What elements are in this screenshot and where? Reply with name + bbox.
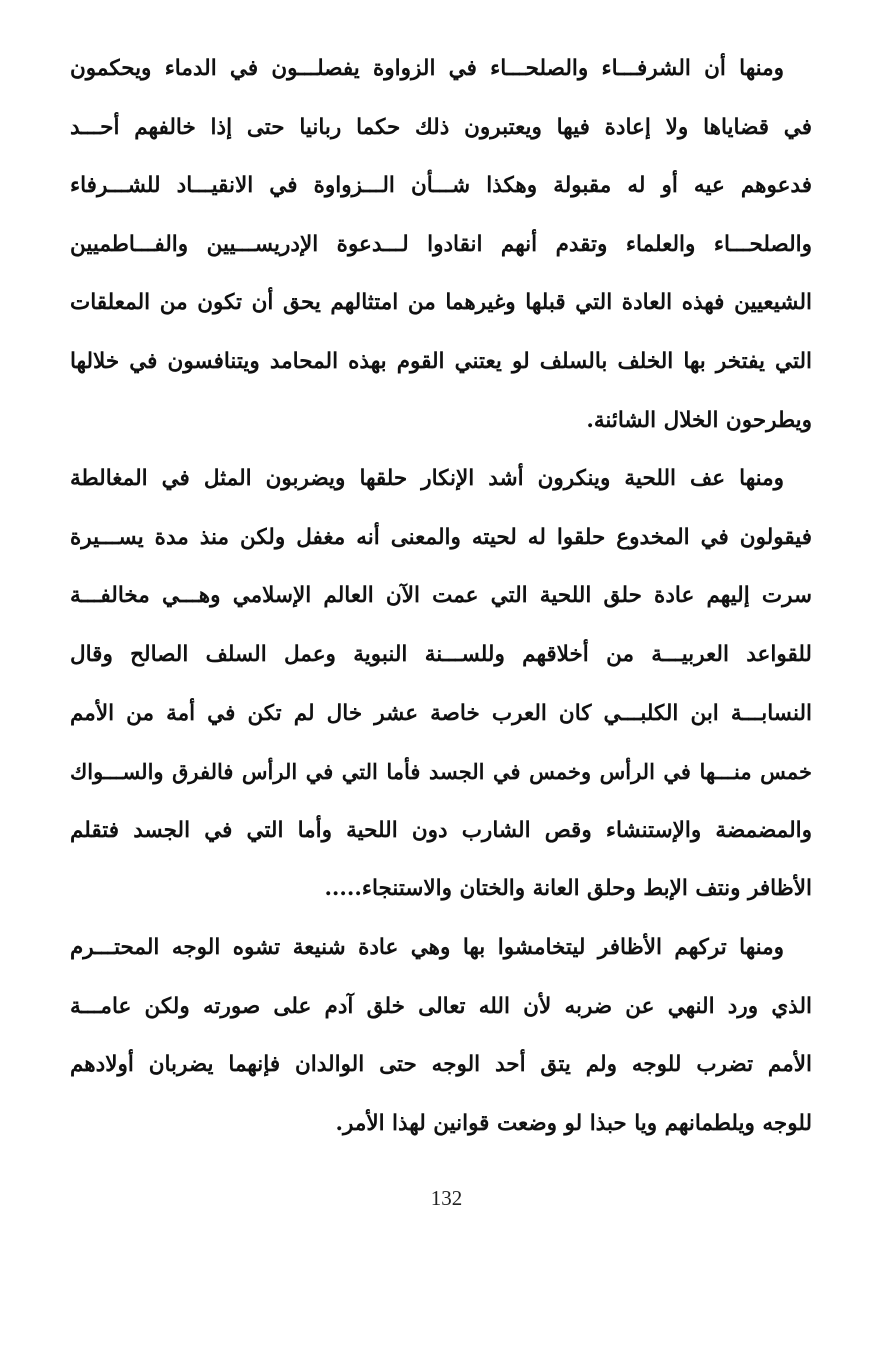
text-line: ويطرحون الخلال الشائنة. [586,407,812,433]
text-line: النسابـــة ابن الكلبـــي كان العرب خاصة عشر خال لم تكن في أمة من الأمم [70,700,812,726]
body-text [70,40,812,1153]
paragraph-beard [70,450,812,919]
text-line: فدعوهم عيه أو له مقبولة وهكذا شـــأن الـــزواوة في الانقيـــاد للشـــرفاء [70,173,812,199]
text-line: ومنها أن الشرفـــاء والصلحـــاء في الزواوة يفصلـــون في الدماء ويحكمون [70,56,784,81]
text-line: الذي ورد النهي عن ضربه لأن الله تعالى خلق آدم على صورته ولكن عامـــة [70,993,812,1019]
text-line: ومنها تركهم الأظافر ليتخامشوا بها وهي عادة شنيعة تشوه الوجه المحتـــرم [70,934,784,960]
text-line: للوجه ويلطمانهم ويا حبذا لو وضعت قوانين لهذا الأمر. [335,1110,812,1136]
text-line: الأظافر ونتف الإبط وحلق العانة والختان والاستنجاء..... [324,876,812,902]
text-line: الشيعيين فهذه العادة التي قبلها وغيرهما من امتثالهم يحق أن تكون من المعلقات [70,290,812,316]
paragraph-sharifs-and-saints [70,40,812,450]
text-line: في قضاياها ولا إعادة فيها ويعتبرون ذلك حكما ربانيا حتى إذا خالفهم أحـــد [70,114,812,140]
page-number: 132 [430,1186,463,1210]
text-line: خمس منـــها في الرأس وخمس في الجسد فأما التي في الرأس فالفرق والســـواك [70,759,812,785]
text-line: ومنها عف اللحية وينكرون أشد الإنكار حلقها ويضربون المثل في المغالطة [70,466,784,492]
text-line: فيقولون في المخدوع حلقوا له لحيته والمعنى أنه مغفل ولكن منذ مدة يســـيرة [70,524,812,550]
text-line: التي يفتخر بها الخلف بالسلف لو يعتني القوم بهذه المحامد ويتنافسون في خلالها [70,348,812,374]
text-line: والصلحـــاء والعلماء وتقدم أنهم انقادوا لـــدعوة الإدريســـيين والفـــاطميين [70,231,812,257]
text-line: الأمم تضرب للوجه ولم يتق أحد الوجه حتى الوالدان فإنهما يضربان أولادهم [70,1052,812,1078]
text-line: سرت إليهم عادة حلق اللحية التي عمت الآن العالم الإسلامي وهـــي مخالفـــة [70,583,812,609]
text-line: للقواعد العربيـــة من أخلاقهم وللســـنة النبوية وعمل السلف الصالح وقال [70,641,812,667]
paragraph-nails [70,919,812,1153]
text-line: والمضمضة والإستنشاء وقص الشارب دون اللحية وأما التي في الجسد فتقلم [70,817,812,843]
